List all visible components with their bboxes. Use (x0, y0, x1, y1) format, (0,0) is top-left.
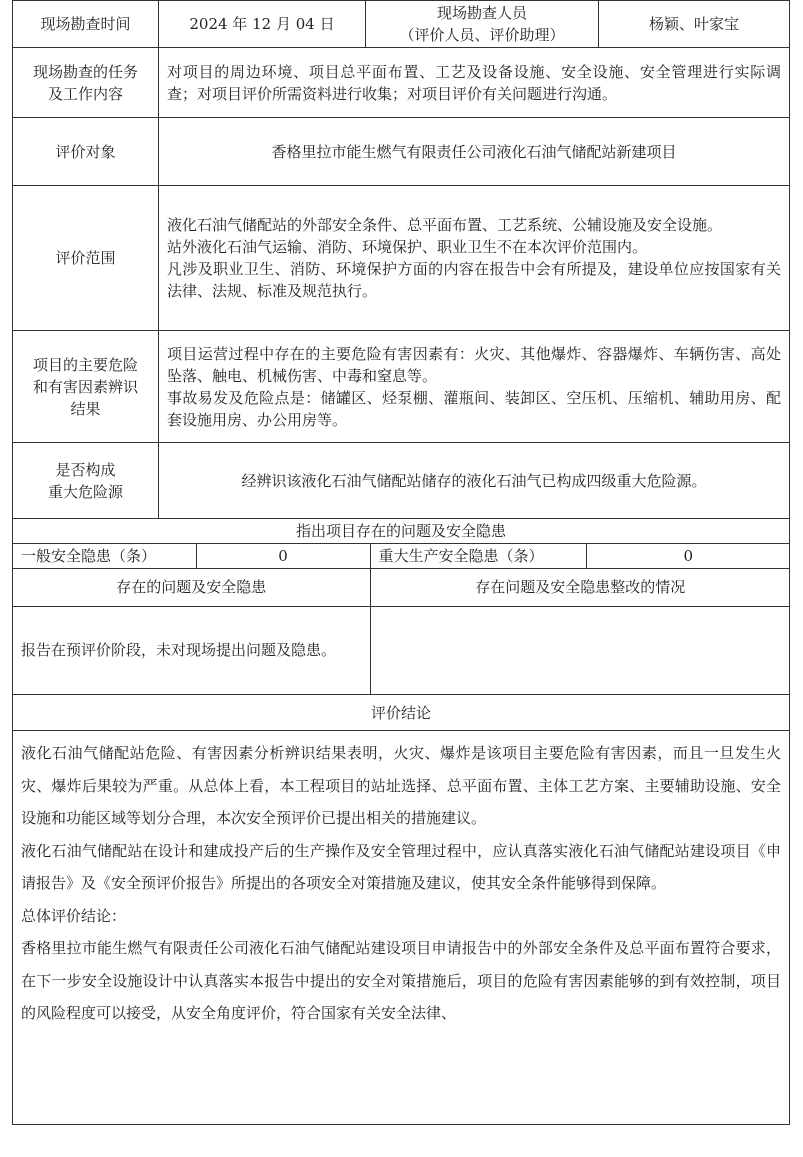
hazards-label-line: 和有害因素辨识 (32, 377, 138, 396)
tasks-label (13, 48, 159, 118)
conclusion-paragraph: 液化石油气储配站危险、有害因素分析辨识结果表明，火灾、爆炸是该项目主要危险有害因素，而且一旦发生火灾、爆炸后果较为严重。从总体上看，本工程项目的站址选择、总平面布置、主体工艺方案、主要辅助设施、安全设施和功能区域等划分合理，本次安全预评价已提出相关的措施建议。 (21, 744, 781, 827)
rectification-column-header: 存在问题及安全隐患整改的情况 (370, 569, 790, 606)
hazards-label-line: 结果 (70, 399, 101, 418)
issues-section-title: 指出项目存在的问题及安全隐患 (13, 519, 790, 544)
object-value: 香格里拉市能生燃气有限责任公司液化石油气储配站新建项目 (159, 118, 790, 186)
general-hazard-label: 一般安全隐患（条） (13, 544, 196, 568)
tasks-content (159, 48, 790, 118)
issues-text-cell (13, 606, 370, 694)
personnel-label-line2: （评价人员、评价助理） (399, 26, 565, 44)
general-hazard-value: 0 (196, 544, 370, 568)
conclusion-body-row (13, 731, 790, 1125)
major-hazard-value: 经辨识该液化石油气储配站储存的液化石油气已构成四级重大危险源。 (159, 443, 790, 519)
tasks-label-line1: 现场勘查的任务 (32, 62, 138, 81)
personnel-label-line1: 现场勘查人员 (436, 4, 527, 22)
conclusion-paragraph: 液化石油气储配站在设计和建成投产后的生产操作及安全管理过程中，应认真落实液化石油气储配站建设项目《申请报告》及《安全预评价报告》所提出的各项安全对策措施及建议，使其安全条件能够得到保障。 (21, 841, 781, 892)
conclusion-body (13, 731, 790, 1125)
issues-text: 报告在预评价阶段，未对现场提出问题及隐患。 (21, 641, 337, 660)
personnel-value: 杨颖、叶家宝 (599, 1, 790, 48)
inspection-row (13, 1, 790, 48)
hazards-content (159, 331, 790, 443)
issues-two-col-table (13, 569, 790, 694)
major-hazard-row (13, 443, 790, 519)
overall-conclusion-label: 总体评价结论： (21, 906, 127, 925)
scope-paragraph: 站外液化石油气运输、消防、环境保护、职业卫生不在本次评价范围内。 (167, 238, 648, 256)
issues-count-row (13, 544, 790, 569)
issues-two-col-cell (13, 569, 790, 695)
hazards-label (13, 331, 159, 443)
scope-content (159, 186, 790, 331)
inspection-time-value: 2024 年 12 月 04 日 (159, 1, 366, 48)
conclusion-title: 评价结论 (13, 695, 790, 731)
issues-column-header: 存在的问题及安全隐患 (13, 569, 370, 606)
inspection-time-label: 现场勘查时间 (13, 1, 159, 48)
issues-count-cell (13, 544, 790, 569)
assessment-form-table (12, 0, 790, 1125)
rectification-text-cell (370, 606, 790, 694)
tasks-label-line2: 及工作内容 (47, 84, 123, 103)
conclusion-paragraph: 香格里拉市能生燃气有限责任公司液化石油气储配站建设项目申请报告中的外部安全条件及总平面布置符合要求，在下一步安全设施设计中认真落实本报告中提出的安全对策措施后，项目的危险有害因素能够的到有效控制，项目的风险程度可以接受，从安全角度评价，符合国家有关安全法律、 (21, 939, 781, 1022)
major-hazard-label-line1: 是否构成 (55, 460, 116, 479)
hazards-row (13, 331, 790, 443)
assessment-form-page (12, 0, 789, 1125)
issues-header-row (13, 569, 790, 695)
object-label: 评价对象 (13, 118, 159, 186)
object-row (13, 118, 790, 186)
issues-count-table (13, 544, 790, 568)
tasks-row (13, 48, 790, 118)
major-hazard-label-line2: 重大危险源 (47, 482, 123, 501)
conclusion-title-row (13, 695, 790, 731)
tasks-content-text: 对项目的周边环境、项目总平面布置、工艺及设备设施、安全设施、安全管理进行实际调查；对项目评价所需资料进行收集；对项目评价有关问题进行沟通。 (167, 62, 781, 103)
major-hazard-count-value: 0 (586, 544, 790, 568)
personnel-label (366, 1, 599, 48)
hazards-paragraph: 事故易发及危险点是：储罐区、烃泵棚、灌瓶间、装卸区、空压机、压缩机、辅助用房、配套设施用房、办公用房等。 (167, 388, 781, 429)
hazards-label-line: 项目的主要危险 (32, 355, 138, 374)
scope-label: 评价范围 (13, 186, 159, 331)
issues-title-row (13, 519, 790, 544)
major-hazard-label (13, 443, 159, 519)
hazards-paragraph: 项目运营过程中存在的主要危险有害因素有：火灾、其他爆炸、容器爆炸、车辆伤害、高处坠落、触电、机械伤害、中毒和窒息等。 (167, 344, 781, 385)
major-hazard-count-label: 重大生产安全隐患（条） (370, 544, 586, 568)
scope-paragraph: 凡涉及职业卫生、消防、环境保护方面的内容在报告中会有所提及，建设单位应按国家有关法律、法规、标准及规范执行。 (167, 260, 781, 300)
scope-paragraph: 液化石油气储配站的外部安全条件、总平面布置、工艺系统、公辅设施及安全设施。 (167, 216, 723, 234)
scope-row (13, 186, 790, 331)
